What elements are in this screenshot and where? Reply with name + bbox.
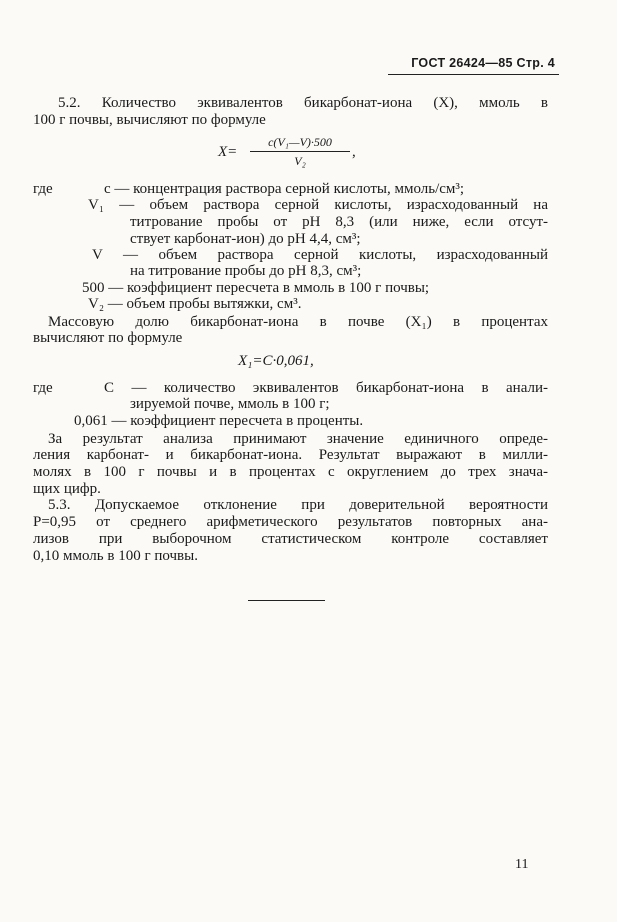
- header-rule: [388, 74, 559, 75]
- def-v-a: V — объем раствора серной кислоты, израсходованный: [92, 247, 548, 263]
- result-line2: ления карбонат- и бикарбонат-иона. Результат выражают в милли-: [33, 447, 548, 463]
- para-5-2-line1: 5.2. Количество эквивалентов бикарбонат-иона (X), ммоль в: [58, 95, 548, 111]
- def-v1-a: V₁ — объем раствора серной кислоты, израсходованный на: [88, 197, 548, 213]
- para-5-2-line2: 100 г почвы, вычисляют по формуле: [33, 112, 266, 128]
- para-5-3-line1: 5.3. Допускаемое отклонение при доверительной вероятности: [48, 497, 548, 513]
- def-v2: V₂ — объем пробы вытяжки, см³.: [88, 296, 302, 312]
- page-header: ГОСТ 26424—85 Стр. 4: [411, 56, 555, 70]
- result-line3: молях в 100 г почвы и в процентах с округлением до трех знача-: [33, 464, 548, 480]
- def-v1-c: ствует карбонат-ион) до pH 4,4, см³;: [130, 231, 361, 247]
- para-5-3-line4: 0,10 ммоль в 100 г почвы.: [33, 548, 198, 564]
- def-C-b: зируемой почве, ммоль в 100 г;: [130, 396, 330, 412]
- formula-x-tail: ,: [352, 144, 356, 160]
- page-number: 11: [515, 857, 529, 872]
- def-0061: 0,061 — коэффициент пересчета в проценты.: [74, 413, 364, 429]
- def-C-a: C — количество эквивалентов бикарбонат-иона в анали-: [104, 380, 548, 396]
- def-v-b: на титрование пробы до pH 8,3, см³;: [130, 263, 362, 279]
- formula-x-lhs: X=: [218, 144, 238, 160]
- mass-line1: Массовую долю бикарбонат-иона в почве (X₁) в процентах: [48, 314, 548, 330]
- fraction-bar: [250, 151, 350, 152]
- result-line1: За результат анализа принимают значение единичного опреде-: [48, 431, 548, 447]
- result-line4: щих цифр.: [33, 481, 101, 497]
- para-5-3-line2: P=0,95 от среднего арифметического результатов повторных ана-: [33, 514, 548, 530]
- end-rule: [248, 600, 325, 601]
- formula-x-fraction: [250, 135, 350, 168]
- def-v1-b: титрование пробы от pH 8,3 (или ниже, если отсут-: [130, 214, 548, 230]
- para-5-3-line3: лизов при выборочном статистическом контроле составляет: [33, 531, 548, 547]
- def-500: 500 — коэффициент пересчета в ммоль в 100 г почвы;: [82, 280, 430, 296]
- def-c: c — концентрация раствора серной кислоты, ммоль/см³;: [104, 181, 465, 197]
- formula-x-denominator: V₂: [294, 154, 306, 168]
- mass-line2: вычисляют по формуле: [33, 330, 183, 346]
- where-label: где: [33, 181, 53, 197]
- formula-x-numerator: c(V₁—V)·500: [268, 135, 332, 149]
- formula-x1: X₁=C·0,061,: [238, 353, 314, 369]
- where-label-2: где: [33, 380, 53, 396]
